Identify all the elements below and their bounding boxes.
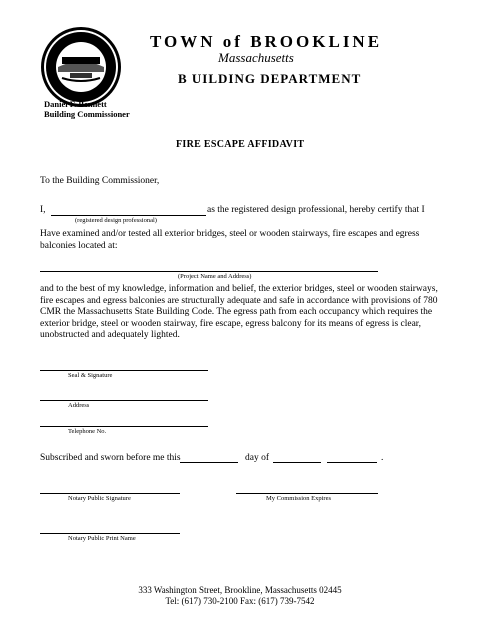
sworn-month-line[interactable] (273, 462, 321, 463)
project-caption: (Project Name and Address) (178, 273, 252, 280)
seal-signature-label: Seal & Signature (68, 372, 113, 379)
sworn-year-line[interactable] (327, 462, 377, 463)
town-seal-icon (40, 26, 122, 108)
footer-address: 333 Washington Street, Brookline, Massachusetts 02445 (138, 585, 342, 595)
i-label: I, (40, 205, 46, 215)
sworn-day-line[interactable] (180, 462, 238, 463)
town-name: TOWN of BROOKLINE (150, 32, 383, 51)
commission-expires-line[interactable] (236, 493, 378, 494)
commissioner-name: Daniel F. Bennett (44, 99, 107, 109)
certify-text: as the registered design professional, hereby certify that I (207, 205, 425, 215)
address-label: Address (68, 402, 90, 409)
notary-print-name-label: Notary Public Print Name (68, 535, 136, 542)
commissioner-title: Building Commissioner (44, 109, 130, 119)
notary-signature-line[interactable] (40, 493, 180, 494)
telephone-line[interactable] (40, 426, 208, 427)
sworn-period: . (381, 453, 384, 463)
design-professional-caption: (registered design professional) (75, 217, 157, 224)
sworn-text: Subscribed and sworn before me this (40, 453, 181, 463)
project-address-line[interactable] (40, 271, 378, 272)
commissioner-block (44, 99, 130, 119)
footer-phone: Tel: (617) 730-2100 Fax: (617) 739-7542 (165, 596, 315, 606)
day-of-text: day of (245, 453, 270, 463)
design-professional-line[interactable] (51, 215, 206, 216)
department-name: B UILDING DEPARTMENT (178, 71, 362, 86)
document-title: FIRE ESCAPE AFFIDAVIT (176, 139, 305, 150)
examined-text: Have examined and/or tested all exterior bridges, steel or wooden stairways, fire escapes and egress balconies located at: (40, 229, 420, 251)
telephone-label: Telephone No. (68, 428, 107, 435)
seal-signature-line[interactable] (40, 370, 208, 371)
state-name: Massachusetts (218, 50, 294, 65)
commission-expires-label: My Commission Expires (266, 495, 332, 502)
address-line[interactable] (40, 400, 208, 401)
notary-print-name-line[interactable] (40, 533, 180, 534)
notary-signature-label: Notary Public Signature (68, 495, 131, 502)
belief-text: and to the best of my knowledge, information and belief, the exterior bridges, steel or wooden stairways, fire escapes and egress balconies are structurally adequate and safe in accordance with provisions of 780 CMR the Massachusetts State Building Code. The egress path from each occupancy which requires the exterior bridge, steel or wooden stairway, fire escape, egress balcony for its means of egress is clear, unobstructed and adequately lighted. (40, 284, 438, 340)
salutation: To the Building Commissioner, (40, 176, 160, 186)
